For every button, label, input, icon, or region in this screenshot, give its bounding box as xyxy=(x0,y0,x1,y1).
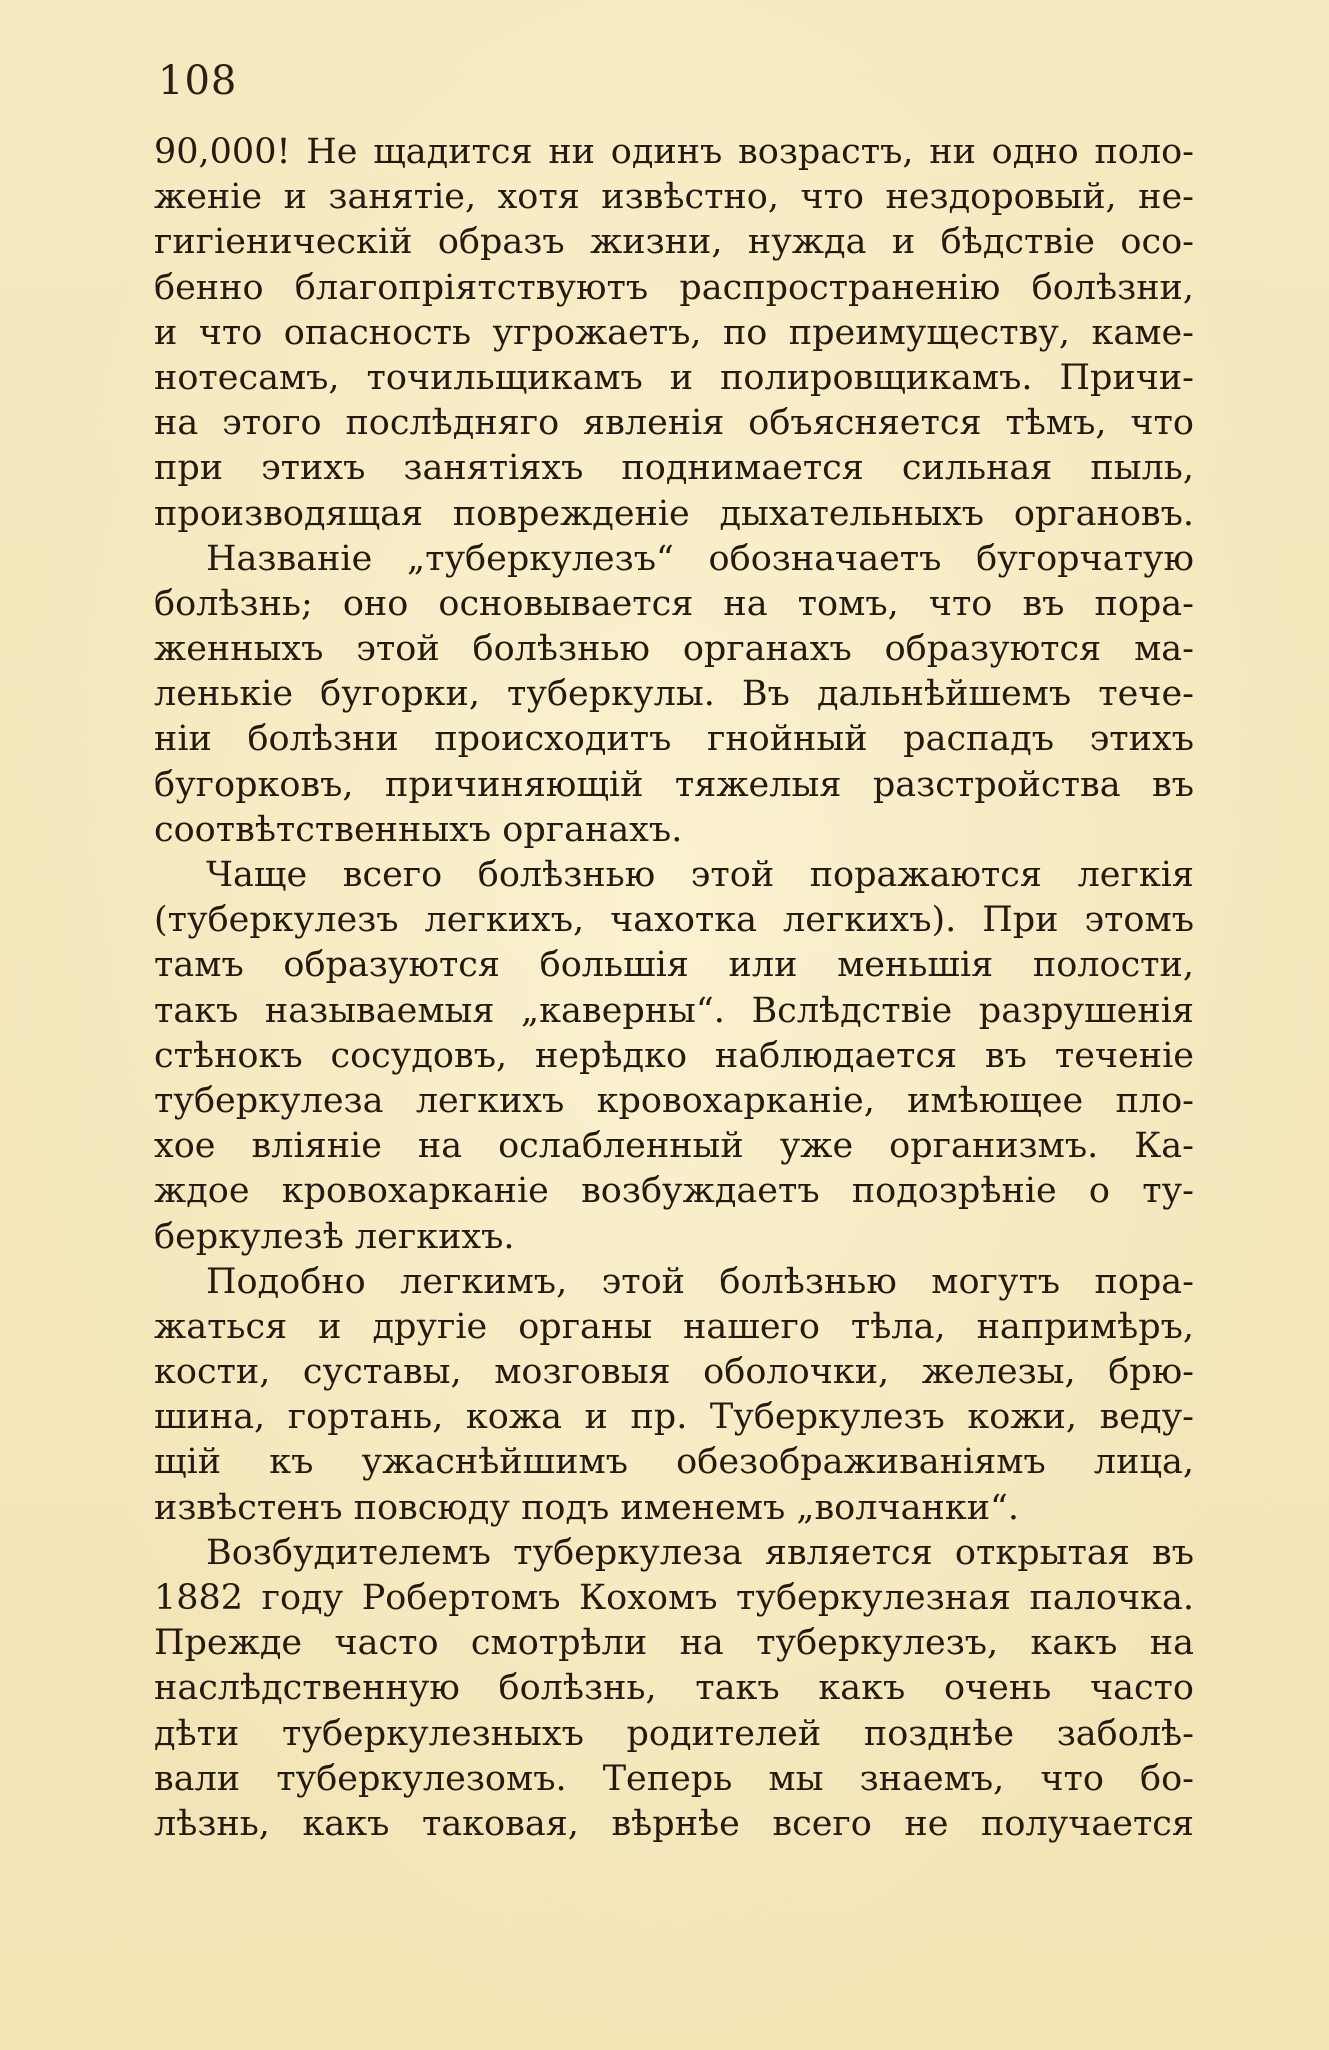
text-line: женіе и занятіе, хотя извѣстно, что нездоровый, не- xyxy=(154,177,1194,218)
text-line: Названіе „туберкулезъ“ обозначаетъ бугорчатую xyxy=(206,538,1194,579)
text-line: гигіеническій образъ жизни, нужда и бѣдствіе осо- xyxy=(154,222,1194,263)
text-line: беркулезѣ легкихъ. xyxy=(154,1216,515,1257)
text-line: производящая поврежденіе дыхательныхъ органовъ. xyxy=(154,493,1194,534)
text-line: наслѣдственную болѣзнь, такъ какъ очень часто xyxy=(154,1668,1194,1709)
text-line: вали туберкулезомъ. Теперь мы знаемъ, что бо- xyxy=(154,1758,1194,1799)
text-line: шина, гортань, кожа и пр. Туберкулезъ кожи, веду- xyxy=(154,1397,1194,1438)
text-line: кости, суставы, мозговыя оболочки, железы, брю- xyxy=(154,1352,1194,1393)
text-line: (туберкулезъ легкихъ, чахотка легкихъ). При этомъ xyxy=(154,900,1194,941)
paragraph-5 xyxy=(154,1531,1194,1847)
paragraph-4 xyxy=(154,1260,1194,1531)
page-number: 108 xyxy=(158,58,238,104)
text-line: Возбудителемъ туберкулеза является открытая въ xyxy=(206,1532,1194,1573)
text-line: щій къ ужаснѣйшимъ обезображиваніямъ лица, xyxy=(154,1442,1194,1483)
text-line: при этихъ занятіяхъ поднимается сильная пыль, xyxy=(154,448,1194,489)
body-text xyxy=(154,130,1194,1847)
text-line: извѣстенъ повсюду подъ именемъ „волчанки“. xyxy=(154,1487,1020,1528)
text-line: соотвѣтственныхъ органахъ. xyxy=(154,809,683,850)
text-line: тамъ образуются большія или меньшія полости, xyxy=(154,945,1194,986)
text-line: Прежде часто смотрѣли на туберкулезъ, какъ на xyxy=(154,1623,1194,1664)
text-line: ждое кровохарканіе возбуждаетъ подозрѣніе о ту- xyxy=(154,1171,1194,1212)
text-line: бенно благопріятствуютъ распространенію болѣзни, xyxy=(154,267,1194,308)
text-line: женныхъ этой болѣзнью органахъ образуются ма- xyxy=(154,629,1194,670)
text-line: ніи болѣзни происходитъ гнойный распадъ этихъ xyxy=(154,719,1194,760)
text-line: хое вліяніе на ослабленный уже организмъ. Ка- xyxy=(154,1126,1194,1167)
text-line: Чаще всего болѣзнью этой поражаются легкія xyxy=(206,855,1194,895)
text-line: стѣнокъ сосудовъ, нерѣдко наблюдается въ теченіе xyxy=(154,1035,1194,1076)
text-line: лѣзнь, какъ таковая, вѣрнѣе всего не получается xyxy=(154,1803,1194,1844)
paragraph-2 xyxy=(154,537,1194,853)
paragraph-1 xyxy=(154,130,1194,537)
text-line: бугорковъ, причиняющій тяжелыя разстройства въ xyxy=(154,764,1194,805)
text-line: 1882 году Робертомъ Кохомъ туберкулезная палочка. xyxy=(154,1578,1194,1618)
text-line: такъ называемыя „каверны“. Вслѣдствіе разрушенія xyxy=(154,990,1194,1031)
text-line: нотесамъ, точильщикамъ и полировщикамъ. Причи- xyxy=(154,357,1194,398)
text-line: ленькіе бугорки, туберкулы. Въ дальнѣйшемъ тече- xyxy=(154,674,1194,715)
text-line: туберкулеза легкихъ кровохарканіе, имѣющее пло- xyxy=(154,1080,1194,1121)
text-line: Подобно легкимъ, этой болѣзнью могутъ пора- xyxy=(206,1261,1194,1302)
text-line: и что опасность угрожаетъ, по преимуществу, каме- xyxy=(154,312,1194,353)
text-line: 90,000! Не щадится ни одинъ возрастъ, ни одно поло- xyxy=(154,132,1194,172)
paragraph-3 xyxy=(154,853,1194,1260)
text-line: жаться и другіе органы нашего тѣла, напримѣръ, xyxy=(154,1306,1194,1347)
text-line: на этого послѣдняго явленія объясняется тѣмъ, что xyxy=(154,403,1194,444)
text-line: дѣти туберкулезныхъ родителей позднѣе заболѣ- xyxy=(154,1713,1194,1754)
text-line: болѣзнь; оно основывается на томъ, что въ пора- xyxy=(154,583,1194,624)
